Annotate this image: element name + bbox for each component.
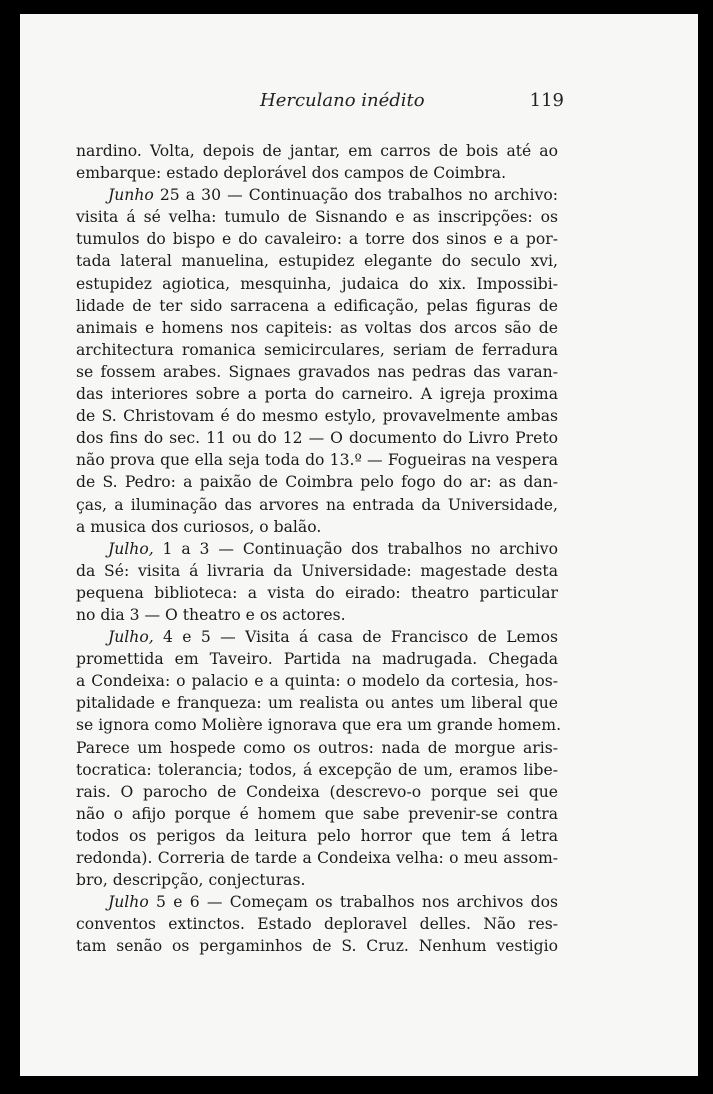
text-line: da Sé: visita á livraria da Universidade: magestade desta [76,561,558,580]
text-line: pequena biblioteca: a vista do eirado: theatro particular [76,583,558,602]
text-line: redonda). Correria de tarde a Condeixa velha: o meu assom- [76,849,558,867]
text-line: rais. O parocho de Condeixa (descrevo-o porque sei que [76,782,558,801]
entry-date-italic: Julho [108,893,149,912]
text-line: pitalidade e franqueza: um realista ou antes um liberal que [76,694,558,713]
text-line: Julho, 4 e 5 — Visita á casa de Francisco de Lemos [108,628,558,647]
text-line: das interiores sobre a porta do carneiro. A igreja proxima [76,385,558,404]
body-text [76,140,562,957]
text-line: Parece um hospede como os outros: nada de morgue aris- [76,738,558,757]
text-line: todos os perigos da leitura pelo horror que tem á letra [76,826,558,845]
text-line: de S. Pedro: a paixão de Coimbra pelo fogo do ar: as dan- [76,473,558,492]
text-line: se fossem arabes. Signaes gravados nas pedras das varan- [76,362,558,381]
text-line: architectura romanica semicirculares, seriam de ferradura [76,340,558,359]
text-line: promettida em Taveiro. Partida na madrugada. Chegada [76,650,558,669]
text-line: se ignora como Molière ignorava que era um grande homem. [76,716,562,735]
text-line: bro, descripção, conjecturas. [76,871,306,890]
text-line: animais e homens nos capiteis: as voltas dos arcos são de [76,318,558,337]
text-line: tocratica: tolerancia; todos, á excepção de um, eramos libe- [76,760,558,779]
running-title: Herculano inédito [260,90,425,111]
text-line: ças, a iluminação das arvores na entrada da Universidade, [76,495,558,514]
page-header [20,90,698,118]
text-line: Julho 5 e 6 — Começam os trabalhos nos archivos dos [108,893,558,912]
entry-date-italic: Julho, [108,628,154,647]
text-line: tumulos do bispo e do cavaleiro: a torre dos sinos e a por- [76,230,558,249]
text-line: tada lateral manuelina, estupidez elegante do seculo xvi, [76,252,558,271]
text-line: tam senão os pergaminhos de S. Cruz. Nenhum vestigio [76,937,558,956]
text-line: não o afijo porque é homem que sabe prevenir-se contra [76,804,558,823]
text-line: lidade de ter sido sarracena a edificação, pelas figuras de [76,296,558,315]
text-line: Junho 25 a 30 — Continuação dos trabalhos no archivo: [108,186,558,205]
text-line: conventos extinctos. Estado deploravel delles. Não res- [76,915,558,934]
text-line: nardino. Volta, depois de jantar, em carros de bois até ao [76,142,558,160]
text-line: visita á sé velha: tumulo de Sisnando e as inscripções: os [76,208,558,227]
text-line: Julho, 1 a 3 — Continuação dos trabalhos no archivo [108,539,558,558]
text-line: a musica dos curiosos, o balão. [76,517,322,536]
entry-date-italic: Julho, [108,539,154,558]
entry-date-italic: Junho [108,186,154,205]
text-line: estupidez agiotica, mesquinha, judaica do xix. Impossibi- [76,274,558,293]
page-number: 119 [529,90,564,111]
text-line: no dia 3 — O theatro e os actores. [76,605,346,624]
text-line: a Condeixa: o palacio e a quinta: o modelo da cortesia, hos- [76,672,558,691]
text-line: de S. Christovam é do mesmo estylo, provavelmente ambas [76,407,558,426]
text-line: embarque: estado deplorável dos campos de Coimbra. [76,164,507,183]
text-line: dos fins do sec. 11 ou do 12 — O documento do Livro Preto [76,429,558,448]
text-line: não prova que ella seja toda do 13.º — Fogueiras na vespera [76,451,558,470]
book-page [20,14,698,1076]
